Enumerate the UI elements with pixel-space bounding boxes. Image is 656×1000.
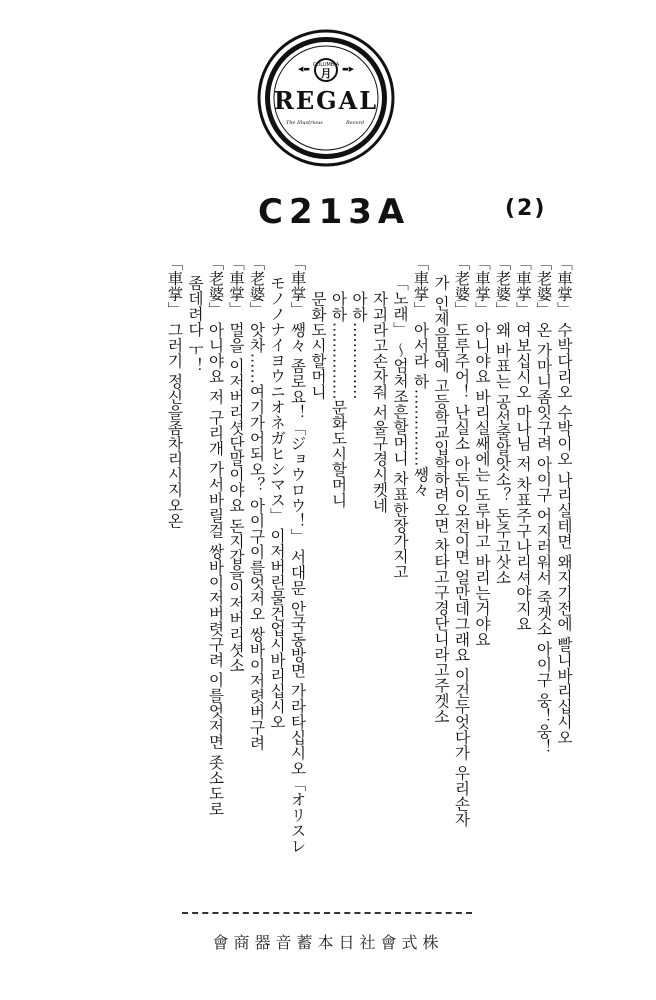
svg-text:▬▶: ▬▶ (342, 65, 354, 73)
dialogue-continuation: モノノナイヨウニオネガヒシマス」 이저버린물건업시바리십시오 (268, 275, 286, 730)
dialogue-line: 「老婆」 왜 바표는 공선줄알앗소？ 돈주고삿소 (493, 255, 512, 585)
svg-text:Record: Record (346, 120, 365, 126)
dialogue-line: 「車掌」 여보십시오 마나님 저 차표주구나리셔야지요 (514, 255, 532, 632)
dialogue-line: 「老婆」 아니야요 저 구리개 가서바릴걸 쌍바이저버렷구려 이를엇저면 좃소도로 (206, 255, 225, 817)
catalog-number: C213A (258, 192, 411, 232)
dialogue-line: 「車掌」 그러기 정신을좀차리시지오온 (165, 255, 184, 529)
song-line: 아하…………… (350, 291, 368, 400)
dialogue-continuation: 좀데려다 ㅜ！ (186, 275, 204, 373)
svg-text:COLUMBIA: COLUMBIA (312, 62, 340, 68)
side-number: (2) (505, 196, 547, 221)
dialogue-line: 「車掌」 멀을 이저버리셧단말이야요 돈지갑을이저버리셧소 (227, 255, 245, 673)
song-line: 「노래」 〜엄처조흔할머니 차표한장가지고 (391, 275, 409, 580)
song-line: 자괴라고손자줘 서울구경시켓네 (370, 291, 389, 513)
script-body (74, 255, 574, 935)
song-line: 문화도시할머니 (309, 291, 327, 400)
footer-divider (182, 912, 472, 914)
dialogue-line: 「車掌」 수박다리오 수박이오 나리실테면 왜지기전에 빨니바리십시오 (555, 255, 573, 745)
svg-text:The Illustrious: The Illustrious (286, 120, 323, 126)
dialogue-line: 「老婆」 도루주어！ 난실소 아돈이오전이면 얼만데그래요 이건두엇다가 우리손자 (452, 255, 471, 828)
svg-text:◀▬: ◀▬ (298, 65, 310, 73)
dialogue-line: 「車掌」 아니야요 바리실쌔에는 도루바고 바리는거야요 (473, 255, 491, 647)
brand-name: REGAL (273, 86, 379, 115)
dialogue-line: 「車掌」 쌩々 좀로요！「ジョウロウ！」 서대문 안국동방면 가라타십시오「オリスレ (288, 255, 307, 854)
dialogue-continuation: 가 인제음몸에 고등학교입학하려오면 차타고구경단니라고주겟소 (432, 275, 450, 724)
svg-text:月: 月 (320, 67, 332, 80)
publisher-footer: 會商器音蓄本日社會式株 (212, 933, 444, 952)
dialogue-line: 「老婆」 온 가마니좀잇구려 아이구 어지러워서 죽겟소 아이구 웅！웅！ (534, 255, 553, 755)
dialogue-line: 「老婆」 앗차……여기가어되오？ 아이구이를엇저오 쌍바이저렷버구려 (247, 255, 266, 751)
song-line: 아하……………문화도시할머니 (329, 291, 348, 508)
dialogue-line: 「車掌」 아서라 하……………쌩々 (411, 255, 430, 498)
regal-record-label-logo (256, 28, 396, 168)
